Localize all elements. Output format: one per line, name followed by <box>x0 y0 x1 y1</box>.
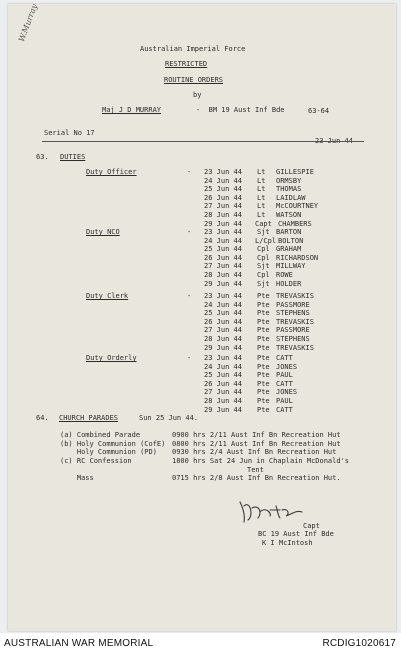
duty-name: THOMAS <box>276 185 302 193</box>
duty-date: 28 Jun 44 <box>204 397 242 405</box>
duty-rank: Sjt <box>257 262 270 270</box>
duty-date: 26 Jun 44 <box>204 380 242 388</box>
issuer-unit: - BM 19 Aust Inf Bde <box>196 106 285 114</box>
duty-name: CATT <box>276 354 293 362</box>
duty-date: 27 Jun 44 <box>204 388 242 396</box>
section-63-title: DUTIES <box>60 153 86 161</box>
duty-date: 23 Jun 44 <box>204 228 242 236</box>
duty-rank: Cpl <box>257 254 270 262</box>
duty-group-dash: - <box>187 228 192 236</box>
duty-name: STEPHENS <box>276 309 310 317</box>
duty-name: GRAHAM <box>276 245 302 253</box>
org-heading: Australian Imperial Force <box>140 45 246 53</box>
duty-date: 24 Jun 44 <box>204 363 242 371</box>
duty-rank: Pte <box>257 318 270 326</box>
document-page <box>8 4 396 631</box>
duty-rank: Lt <box>257 194 266 202</box>
duty-name: LAIDLAW <box>276 194 306 202</box>
duty-name: CATT <box>276 406 293 414</box>
duty-rank: Sjt <box>257 228 270 236</box>
duty-rank: Pte <box>257 335 270 343</box>
duty-date: 23 Jun 44 <box>204 292 242 300</box>
duty-name: TREVASKIS <box>276 292 314 300</box>
church-parade-detail: 0930 hrs 2/4 Aust Inf Bn Recreation Hut <box>172 448 337 456</box>
duty-rank: Pte <box>257 363 270 371</box>
duty-name: HOLDER <box>276 280 302 288</box>
duty-name: BARTON <box>276 228 302 236</box>
duty-rank: Lt <box>257 185 266 193</box>
section-64-title: CHURCH PARADES <box>59 414 119 422</box>
duty-name: PAUL <box>276 397 293 405</box>
duty-name: STEPHENS <box>276 335 310 343</box>
duty-date: 29 Jun 44 <box>204 220 242 228</box>
duty-name: JONES <box>276 388 298 396</box>
duty-rank: Lt <box>257 202 266 210</box>
duty-name: TREVASKIS <box>276 344 314 352</box>
duty-date: 26 Jun 44 <box>204 318 242 326</box>
duty-name: PASSMORE <box>276 301 310 309</box>
footer-institution: AUSTRALIAN WAR MEMORIAL <box>4 638 154 649</box>
duty-date: 24 Jun 44 <box>204 177 242 185</box>
church-parade-detail: Tent <box>247 466 264 474</box>
duty-rank: Cpl <box>257 245 270 253</box>
church-parade-label: Holy Communion (PD) <box>60 448 157 456</box>
church-parade-date: Sun 25 Jun 44. <box>139 414 199 422</box>
duty-rank: Lt <box>257 211 266 219</box>
duty-rank: Pte <box>257 371 270 379</box>
duty-group-dash: - <box>187 168 192 176</box>
by-label: by <box>193 91 202 99</box>
duty-name: CHAMBERS <box>278 220 312 228</box>
church-parade-detail: 0900 hrs 2/11 Aust Inf Bn Recreation Hut <box>172 431 341 439</box>
order-reference: 63-64 <box>308 107 330 115</box>
duty-rank: Pte <box>257 380 270 388</box>
serial-number: Serial No 17 <box>44 129 95 137</box>
duty-name: ORMSBY <box>276 177 302 185</box>
signatory-rank: Capt <box>303 522 320 530</box>
restricted-heading: RESTRICTED <box>165 60 208 68</box>
duty-group-label: Duty Officer <box>86 168 137 176</box>
duty-name: PASSMORE <box>276 326 310 334</box>
duty-date: 25 Jun 44 <box>204 245 242 253</box>
duty-date: 24 Jun 44 <box>204 237 242 245</box>
duty-name: MILLWAY <box>276 262 306 270</box>
church-parade-detail: 1800 hrs Sat 24 Jun in Chaplain McDonald's <box>172 457 350 465</box>
duty-date: 26 Jun 44 <box>204 194 242 202</box>
signatory-unit: BC 19 Aust Inf Bde <box>258 530 334 538</box>
duty-rank: Pte <box>257 406 270 414</box>
duty-rank: Pte <box>257 397 270 405</box>
duty-group-label: Duty Orderly <box>86 354 137 362</box>
serial-rule <box>42 141 364 142</box>
footer-record-id: RCDIG1020617 <box>322 638 396 649</box>
duty-date: 27 Jun 44 <box>204 202 242 210</box>
church-parade-detail: 0715 hrs 2/8 Aust Inf Bn Recreation Hut. <box>172 474 341 482</box>
duty-date: 23 Jun 44 <box>204 168 242 176</box>
issuer-name: Maj J D MURRAY <box>102 106 162 114</box>
duty-date: 24 Jun 44 <box>204 301 242 309</box>
duty-name: TREVASKIS <box>276 318 314 326</box>
archive-footer <box>0 633 401 653</box>
duty-date: 25 Jun 44 <box>204 309 242 317</box>
duty-date: 25 Jun 44 <box>204 185 242 193</box>
duty-name: RICHARDSON <box>276 254 319 262</box>
handwritten-signature <box>236 496 310 526</box>
duty-rank: Pte <box>257 326 270 334</box>
section-64-number: 64. <box>36 414 49 422</box>
duty-date: 27 Jun 44 <box>204 262 242 270</box>
section-63-number: 63. <box>36 153 49 161</box>
duty-name: WATSON <box>276 211 302 219</box>
duty-date: 29 Jun 44 <box>204 280 242 288</box>
duty-rank: Pte <box>257 354 270 362</box>
duty-rank: Pte <box>257 292 270 300</box>
duty-rank: Pte <box>257 301 270 309</box>
duty-name: CATT <box>276 380 293 388</box>
duty-group-label: Duty Clerk <box>86 292 129 300</box>
church-parade-label: (a) Combined Parade <box>60 431 141 439</box>
duty-date: 28 Jun 44 <box>204 335 242 343</box>
duty-group-label: Duty NCO <box>86 228 120 236</box>
duty-group-dash: - <box>187 292 192 300</box>
duty-name: ROWE <box>276 271 293 279</box>
duty-name: PAUL <box>276 371 293 379</box>
church-parade-label: Mass <box>60 474 94 482</box>
church-parade-label: (b) Holy Communion (CofE) <box>60 440 166 448</box>
duty-rank: Lt <box>257 168 266 176</box>
duty-rank: Sjt <box>257 280 270 288</box>
duty-date: 25 Jun 44 <box>204 371 242 379</box>
duty-rank: L/Cpl <box>255 237 277 245</box>
duty-rank: Pte <box>257 344 270 352</box>
duty-date: 23 Jun 44 <box>204 354 242 362</box>
duty-date: 28 Jun 44 <box>204 271 242 279</box>
serial-date: 23 Jun 44 <box>315 137 353 145</box>
orders-title: ROUTINE ORDERS <box>164 76 224 84</box>
duty-date: 27 Jun 44 <box>204 326 242 334</box>
duty-name: BOLTON <box>278 237 304 245</box>
margin-handwriting: W.Murray <box>17 2 40 44</box>
church-parade-label: (c) RC Confession <box>60 457 132 465</box>
duty-rank: Lt <box>257 177 266 185</box>
duty-date: 29 Jun 44 <box>204 406 242 414</box>
duty-name: JONES <box>276 363 298 371</box>
duty-name: GILLESPIE <box>276 168 314 176</box>
church-parade-detail: 0800 hrs 2/11 Aust Inf Bn Recreation Hut <box>172 440 341 448</box>
duty-date: 29 Jun 44 <box>204 344 242 352</box>
duty-name: McCOURTNEY <box>276 202 319 210</box>
duty-date: 28 Jun 44 <box>204 211 242 219</box>
duty-rank: Pte <box>257 388 270 396</box>
signatory-name: K I McIntosh <box>262 539 313 547</box>
duty-rank: Capt <box>255 220 272 228</box>
duty-rank: Cpl <box>257 271 270 279</box>
duty-group-dash: - <box>187 354 192 362</box>
duty-date: 26 Jun 44 <box>204 254 242 262</box>
duty-rank: Pte <box>257 309 270 317</box>
